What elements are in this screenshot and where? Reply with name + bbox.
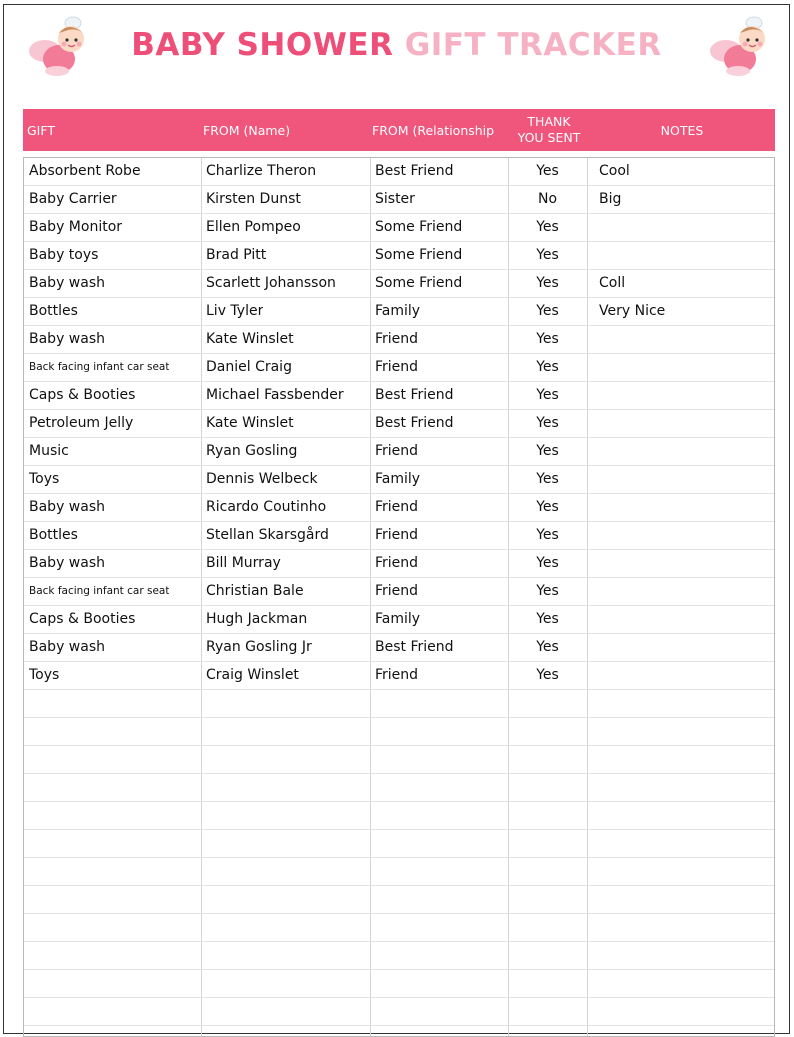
cell-from-relationship: Friend xyxy=(375,443,419,459)
table-row xyxy=(24,970,774,998)
cell-gift: Baby Carrier xyxy=(29,191,117,207)
cell-from-relationship: Some Friend xyxy=(375,275,463,291)
cell-thank-you-sent: Yes xyxy=(536,555,559,571)
table-row xyxy=(24,718,774,746)
cell-from-relationship: Best Friend xyxy=(375,415,454,431)
cell-gift: Toys xyxy=(29,667,60,683)
cell-notes: Big xyxy=(599,191,622,207)
cell-notes: Coll xyxy=(599,275,626,291)
table-row xyxy=(24,578,774,606)
header-thank-line2: YOU SENT xyxy=(517,130,581,145)
cell-gift: Baby toys xyxy=(29,247,99,263)
cell-gift: Absorbent Robe xyxy=(29,163,141,179)
cell-from-relationship: Friend xyxy=(375,667,419,683)
cell-from-relationship: Friend xyxy=(375,331,419,347)
cell-gift: Baby wash xyxy=(29,639,106,655)
cell-from-relationship: Family xyxy=(375,611,421,627)
cell-thank-you-sent: Yes xyxy=(536,387,559,403)
cell-gift: Petroleum Jelly xyxy=(29,415,134,431)
cell-thank-you-sent: Yes xyxy=(536,331,559,347)
cell-thank-you-sent: Yes xyxy=(536,415,559,431)
gift-table xyxy=(23,157,775,1037)
cell-from-relationship: Some Friend xyxy=(375,247,463,263)
cell-from-name: Michael Fassbender xyxy=(206,387,344,403)
cell-gift: Bottles xyxy=(29,527,78,543)
cell-from-name: Bill Murray xyxy=(206,555,281,571)
cell-from-name: Kate Winslet xyxy=(206,331,294,347)
cell-gift: Bottles xyxy=(29,303,78,319)
cell-from-relationship: Sister xyxy=(375,191,415,207)
header-from-relationship: FROM (Relationship xyxy=(372,122,495,138)
cell-thank-you-sent: Yes xyxy=(536,611,559,627)
table-row xyxy=(24,830,774,858)
cell-gift: Caps & Booties xyxy=(29,387,136,403)
table-row xyxy=(24,634,774,662)
cell-from-name: Daniel Craig xyxy=(206,359,292,375)
table-row xyxy=(24,802,774,830)
cell-gift: Baby wash xyxy=(29,499,106,515)
cell-from-name: Ryan Gosling xyxy=(206,443,298,459)
cell-from-relationship: Friend xyxy=(375,583,419,599)
header-thank-you-sent xyxy=(510,109,588,151)
cell-gift: Back facing infant car seat xyxy=(29,585,170,597)
cell-from-relationship: Best Friend xyxy=(375,387,454,403)
table-row xyxy=(24,746,774,774)
cell-from-name: Brad Pitt xyxy=(206,247,267,263)
header-notes: NOTES xyxy=(660,122,704,138)
cell-thank-you-sent: No xyxy=(537,191,558,207)
table-row xyxy=(24,354,774,382)
table-row xyxy=(24,522,774,550)
cell-from-name: Christian Bale xyxy=(206,583,304,599)
cell-notes: Very Nice xyxy=(599,303,666,319)
cell-gift: Back facing infant car seat xyxy=(29,361,170,373)
cell-thank-you-sent: Yes xyxy=(536,219,559,235)
cell-thank-you-sent: Yes xyxy=(536,163,559,179)
table-row xyxy=(24,662,774,690)
table-row xyxy=(24,914,774,942)
cell-from-name: Kirsten Dunst xyxy=(206,191,301,207)
cell-thank-you-sent: Yes xyxy=(536,247,559,263)
cell-thank-you-sent: Yes xyxy=(536,583,559,599)
table-row xyxy=(24,466,774,494)
cell-thank-you-sent: Yes xyxy=(536,471,559,487)
cell-gift: Baby Monitor xyxy=(29,219,123,235)
cell-from-name: Ryan Gosling Jr xyxy=(206,639,312,655)
cell-from-relationship: Family xyxy=(375,471,421,487)
page-title xyxy=(4,27,789,63)
table-row xyxy=(24,298,774,326)
cell-from-relationship: Family xyxy=(375,303,421,319)
cell-thank-you-sent: Yes xyxy=(536,443,559,459)
cell-gift: Baby wash xyxy=(29,275,106,291)
cell-from-relationship: Some Friend xyxy=(375,219,463,235)
table-row xyxy=(24,382,774,410)
cell-from-name: Scarlett Johansson xyxy=(206,275,336,291)
cell-from-name: Ellen Pompeo xyxy=(206,219,301,235)
table-row xyxy=(24,858,774,886)
cell-gift: Music xyxy=(29,443,69,459)
table-row xyxy=(24,494,774,522)
cell-from-name: Hugh Jackman xyxy=(206,611,308,627)
table-row xyxy=(24,606,774,634)
table-row xyxy=(24,998,774,1026)
table-row xyxy=(24,410,774,438)
cell-thank-you-sent: Yes xyxy=(536,359,559,375)
title-gift-tracker: GIFT TRACKER xyxy=(404,27,662,63)
header-thank-line1: THANK xyxy=(527,114,571,129)
cell-gift: Baby wash xyxy=(29,331,106,347)
cell-from-relationship: Best Friend xyxy=(375,163,454,179)
cell-thank-you-sent: Yes xyxy=(536,499,559,515)
table-row xyxy=(24,242,774,270)
cell-from-relationship: Best Friend xyxy=(375,639,454,655)
cell-thank-you-sent: Yes xyxy=(536,275,559,291)
cell-from-relationship: Friend xyxy=(375,499,419,515)
table-row xyxy=(24,690,774,718)
cell-from-name: Charlize Theron xyxy=(206,163,317,179)
cell-gift: Toys xyxy=(29,471,60,487)
cell-thank-you-sent: Yes xyxy=(536,303,559,319)
header-from-name: FROM (Name) xyxy=(203,122,291,138)
table-row xyxy=(24,438,774,466)
cell-from-name: Ricardo Coutinho xyxy=(206,499,327,515)
header-gift: GIFT xyxy=(27,122,55,138)
cell-gift: Baby wash xyxy=(29,555,106,571)
gift-tracker-page xyxy=(3,4,790,1034)
cell-from-name: Craig Winslet xyxy=(206,667,299,683)
table-row xyxy=(24,326,774,354)
cell-from-relationship: Friend xyxy=(375,555,419,571)
table-header xyxy=(23,109,775,151)
table-row xyxy=(24,886,774,914)
cell-thank-you-sent: Yes xyxy=(536,527,559,543)
cell-notes: Cool xyxy=(599,163,630,179)
cell-from-relationship: Friend xyxy=(375,527,419,543)
cell-thank-you-sent: Yes xyxy=(536,667,559,683)
title-baby-shower: BABY SHOWER xyxy=(131,27,394,63)
table-row xyxy=(24,270,774,298)
cell-gift: Caps & Booties xyxy=(29,611,136,627)
table-row xyxy=(24,158,774,186)
cell-from-name: Kate Winslet xyxy=(206,415,294,431)
table-row xyxy=(24,942,774,970)
cell-thank-you-sent: Yes xyxy=(536,639,559,655)
baby-angel-icon xyxy=(702,13,772,79)
cell-from-name: Dennis Welbeck xyxy=(206,471,318,487)
table-row xyxy=(24,550,774,578)
table-row xyxy=(24,774,774,802)
cell-from-name: Liv Tyler xyxy=(206,303,264,319)
cell-from-name: Stellan Skarsgård xyxy=(206,527,329,543)
table-row xyxy=(24,214,774,242)
cell-from-relationship: Friend xyxy=(375,359,419,375)
table-row xyxy=(24,186,774,214)
